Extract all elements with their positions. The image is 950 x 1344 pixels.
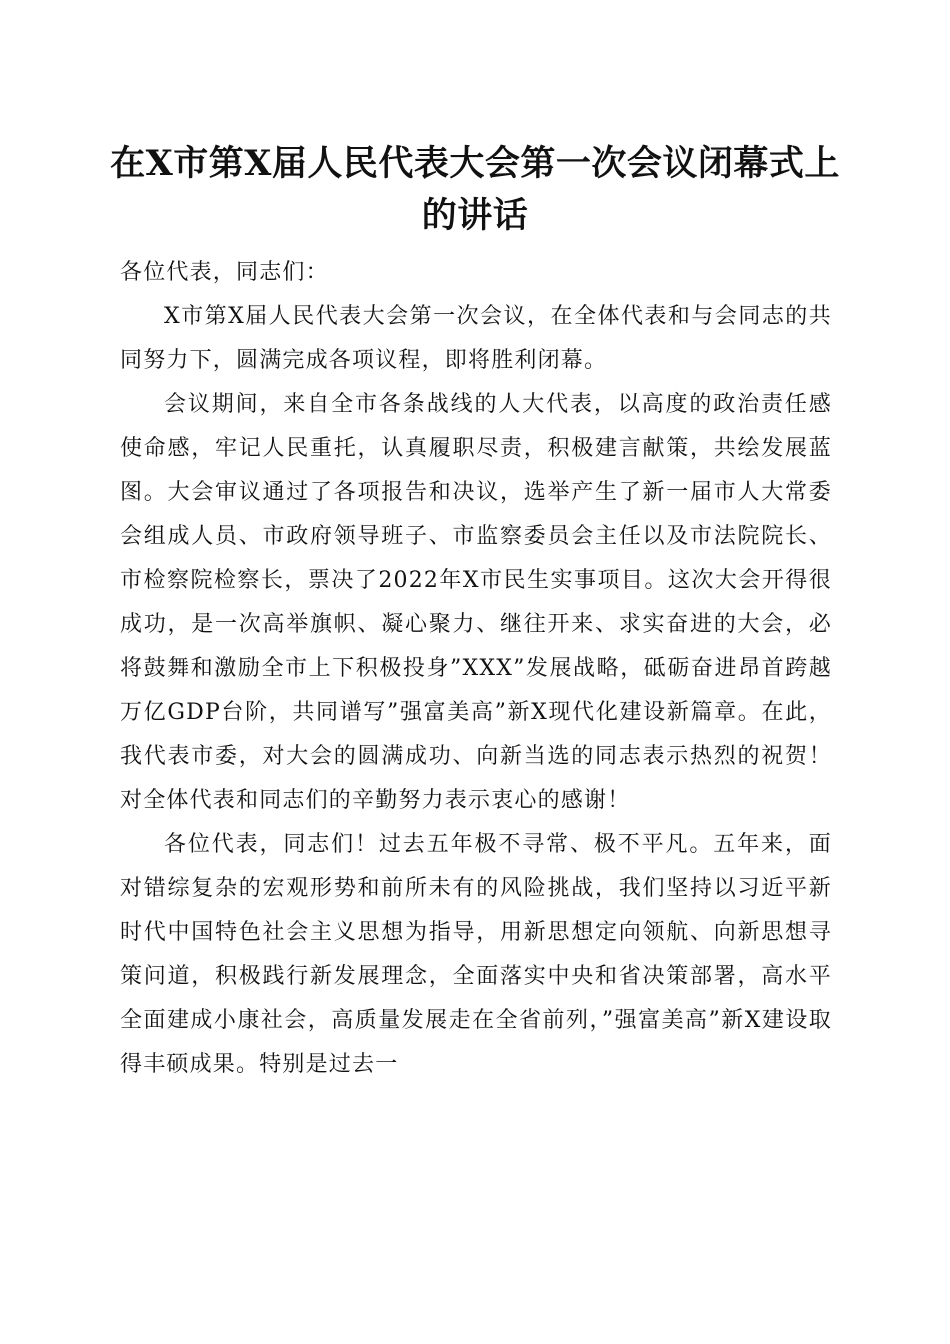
paragraph-2: 会议期间，来自全市各条战线的人大代表，以高度的政治责任感使命感，牢记人民重托，认真履职尽责，积极建言献策，共绘发展蓝图。大会审议通过了各项报告和决议，选举产生了新一届市人大常委会组成人员、市政府领导班子、市监察委员会主任以及市法院院长、市检察院检察长，票决了2022年X市民生实事项目。这次大会开得很成功，是一次高举旗帜、凝心聚力、继往开来、求实奋进的大会，必将鼓舞和激励全市上下积极投身”XXX”发展战略，砥砺奋进昂首跨越万亿GDP台阶，共同谱写”强富美高”新X现代化建设新篇章。在此，我代表市委，对大会的圆满成功、向新当选的同志表示热烈的祝贺！对全体代表和同志们的辛勤努力表示衷心的感谢！ — [120, 392, 832, 813]
document-body — [120, 251, 832, 1087]
paragraph-1: X市第X届人民代表大会第一次会议，在全体代表和与会同志的共同努力下，圆满完成各项议程，即将胜利闭幕。 — [120, 304, 832, 373]
document-title: 在X市第X届人民代表大会第一次会议闭幕式上的讲话 — [110, 143, 840, 236]
salutation: 各位代表，同志们： — [120, 260, 329, 285]
paragraph-3: 各位代表，同志们！过去五年极不寻常、极不平凡。五年来，面对错综复杂的宏观形势和前所未有的风险挑战，我们坚持以习近平新时代中国特色社会主义思想为指导，用新思想定向领航、向新思想寻策问道，积极践行新发展理念，全面落实中央和省决策部署，高水平全面建成小康社会，高质量发展走在全省前列，”强富美高”新X建设取得丰硕成果。特别是过去一 — [120, 832, 832, 1077]
